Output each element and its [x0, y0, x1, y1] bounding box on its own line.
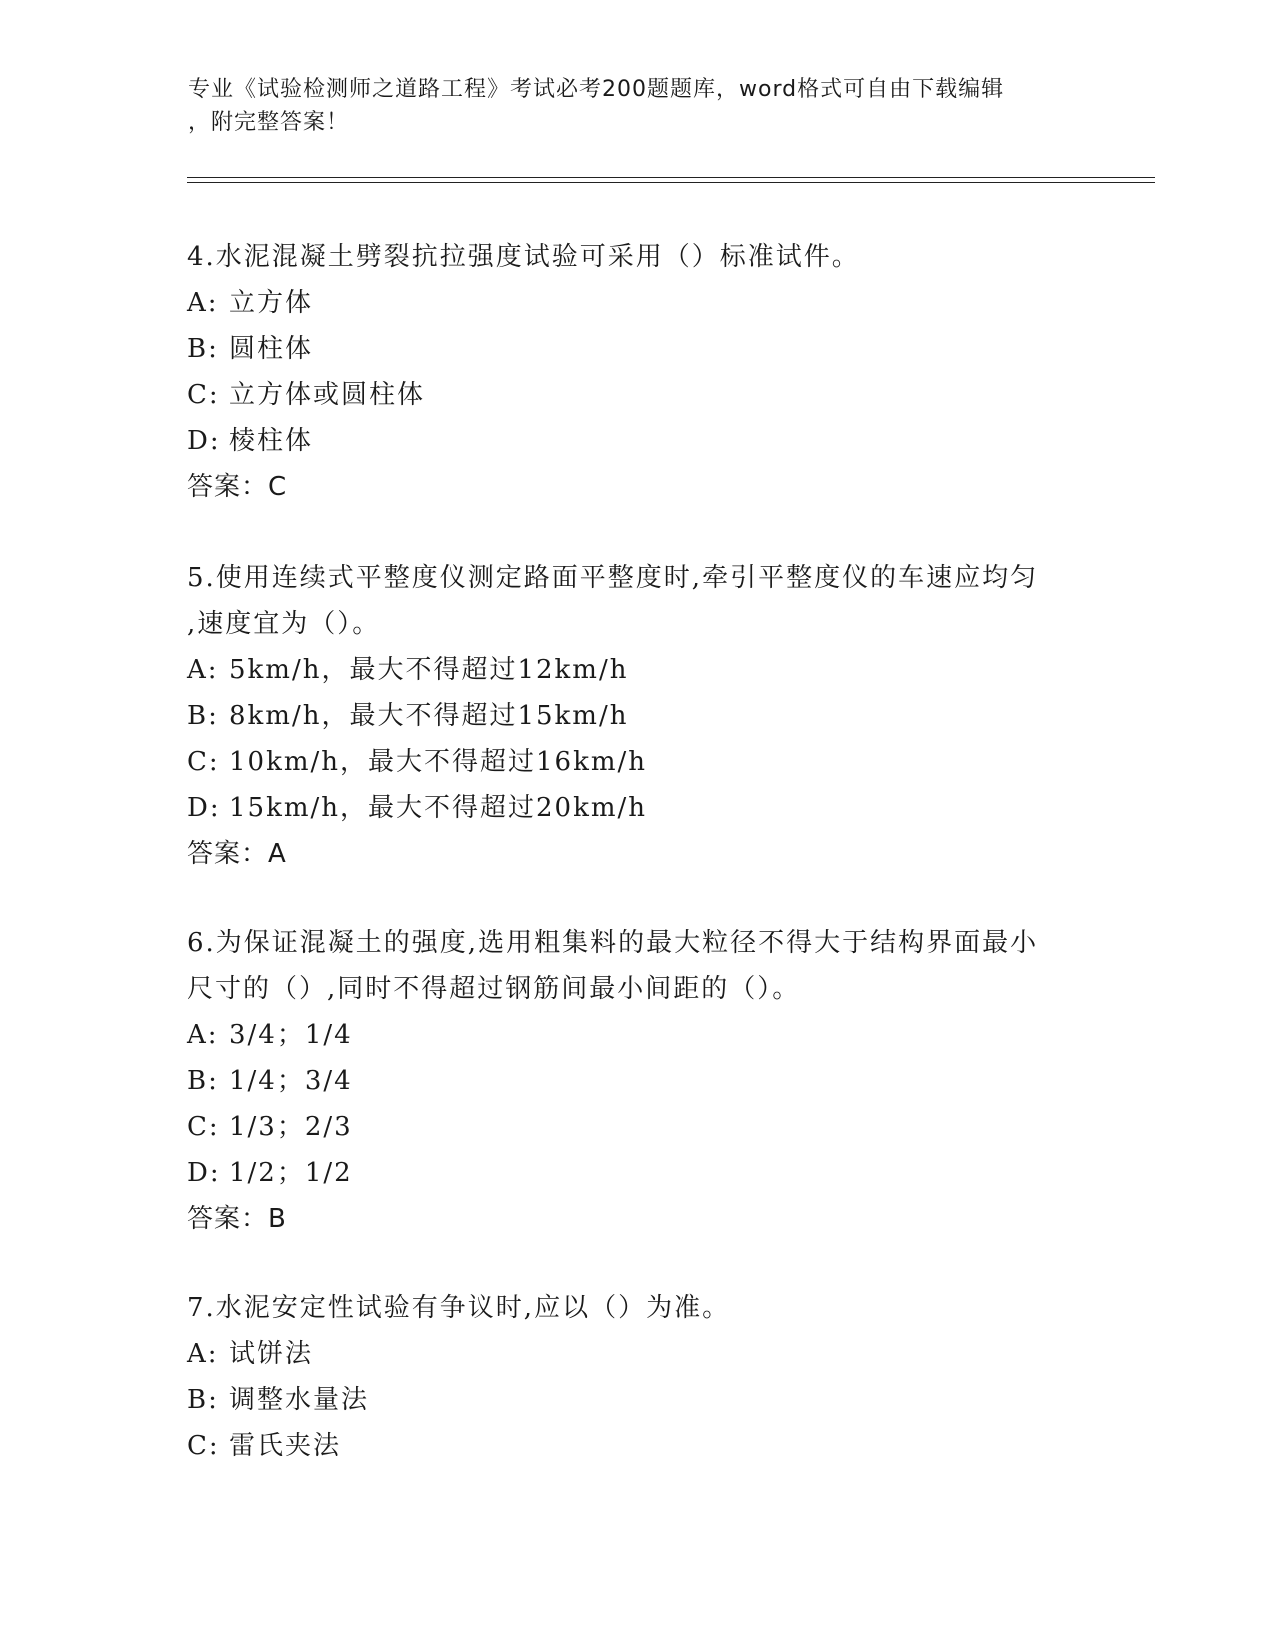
option-a — [187, 1331, 1087, 1377]
option-b — [187, 1377, 1087, 1423]
option-text: 15km/h，最大不得超过20km/h — [229, 793, 647, 823]
option-text: 试饼法 — [229, 1339, 314, 1369]
document-header — [188, 73, 1088, 139]
option-letter: D: — [187, 1158, 221, 1188]
question-text-line-2: 尺寸的（）,同时不得超过钢筋间最小间距的（）。 — [187, 974, 801, 1004]
option-c — [187, 1423, 1087, 1469]
question-text-line-2: ,速度宜为（）。 — [187, 609, 381, 639]
option-letter: C: — [187, 1431, 220, 1461]
option-a — [187, 280, 1087, 326]
question-5 — [187, 555, 1087, 877]
option-d — [187, 1150, 1087, 1196]
option-c — [187, 372, 1087, 418]
option-b — [187, 1058, 1087, 1104]
header-divider-top — [187, 177, 1155, 178]
option-letter: B: — [187, 701, 219, 731]
option-letter: A: — [187, 1020, 219, 1050]
option-letter: D: — [187, 793, 221, 823]
option-letter: C: — [187, 380, 220, 410]
option-text: 雷氏夹法 — [229, 1431, 342, 1461]
question-6 — [187, 920, 1087, 1242]
option-b — [187, 693, 1087, 739]
option-c — [187, 1104, 1087, 1150]
header-title-line-2: ，附完整答案！ — [188, 110, 350, 135]
option-letter: A: — [187, 1339, 219, 1369]
option-text: 1/2；1/2 — [229, 1158, 353, 1188]
question-text: 7.水泥安定性试验有争议时,应以（）为准。 — [187, 1293, 731, 1323]
option-text: 5km/h，最大不得超过12km/h — [229, 655, 629, 685]
header-title-line-1: 专业《试验检测师之道路工程》考试必考200题题库，word格式可自由下载编辑 — [188, 77, 1005, 102]
option-text: 立方体 — [229, 288, 314, 318]
option-text: 8km/h，最大不得超过15km/h — [229, 701, 629, 731]
option-text: 调整水量法 — [229, 1385, 370, 1415]
option-letter: B: — [187, 334, 219, 364]
question-text: 4.水泥混凝土劈裂抗拉强度试验可采用（）标准试件。 — [187, 242, 860, 272]
option-text: 10km/h，最大不得超过16km/h — [229, 747, 647, 777]
question-text-line-1: 6.为保证混凝土的强度,选用粗集料的最大粒径不得大于结构界面最小 — [187, 928, 1039, 958]
question-text-line-1: 5.使用连续式平整度仪测定路面平整度时,牵引平整度仪的车速应均匀 — [187, 563, 1039, 593]
option-text: 1/4；3/4 — [229, 1066, 353, 1096]
question-4 — [187, 234, 1087, 510]
answer: 答案：B — [187, 1204, 287, 1234]
option-letter: B: — [187, 1385, 219, 1415]
answer: 答案：C — [187, 472, 288, 502]
answer: 答案：A — [187, 839, 287, 869]
option-letter: C: — [187, 747, 220, 777]
option-c — [187, 739, 1087, 785]
option-letter: D: — [187, 426, 221, 456]
option-text: 立方体或圆柱体 — [229, 380, 426, 410]
option-letter: C: — [187, 1112, 220, 1142]
option-text: 1/3；2/3 — [229, 1112, 353, 1142]
option-text: 3/4；1/4 — [229, 1020, 353, 1050]
option-letter: A: — [187, 288, 219, 318]
question-7 — [187, 1285, 1087, 1469]
option-b — [187, 326, 1087, 372]
option-text: 圆柱体 — [229, 334, 314, 364]
option-letter: B: — [187, 1066, 219, 1096]
option-a — [187, 1012, 1087, 1058]
option-a — [187, 647, 1087, 693]
option-d — [187, 785, 1087, 831]
header-divider-bottom — [187, 182, 1155, 183]
option-letter: A: — [187, 655, 219, 685]
option-text: 棱柱体 — [229, 426, 314, 456]
option-d — [187, 418, 1087, 464]
